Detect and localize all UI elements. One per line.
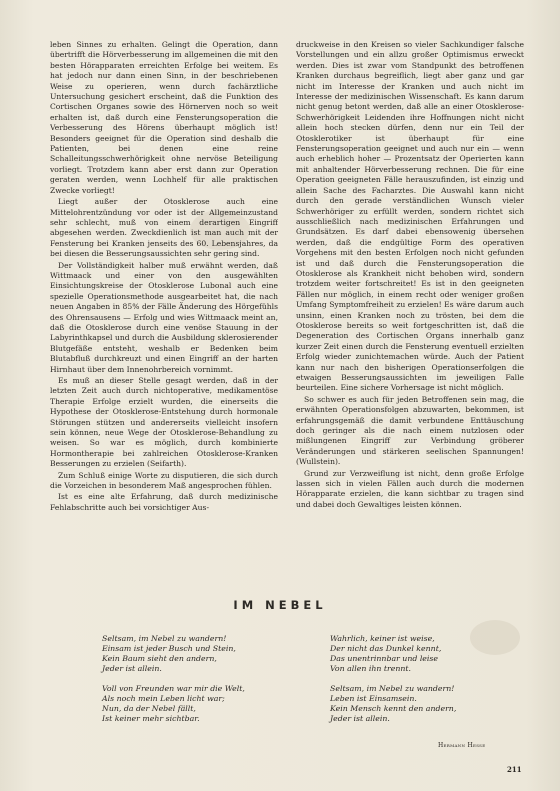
poem-line: Voll von Freunden war mir die Welt,: [102, 684, 245, 693]
poem-line: Nun, da der Nebel fällt,: [102, 704, 196, 713]
paragraph: Liegt außer der Otosklerose auch eine Mittelohrentzündung vor oder ist der Allgemeinzustand sehr schlecht, muß von einem derartigen Eingriff abgesehen werden. Zweckdienlich ist man auch mit der Fensterung bei Kranken jenseits des 60. Lebensjahres, da bei diesen die Besserungsaussichten sehr gering sind.: [50, 197, 278, 259]
poem-line: Leben ist Einsamsein.: [330, 694, 417, 703]
poem-line: Seltsam, im Nebel zu wandern!: [102, 634, 227, 643]
article-columns: [50, 40, 524, 555]
poem-line: Jeder ist allein.: [102, 664, 162, 673]
poem-line: Kein Baum sieht den andern,: [102, 654, 217, 663]
paragraph: Ist es eine alte Erfahrung, daß durch medizinische Fehlabschritte auch bei vorsichtiger Aus-: [50, 492, 278, 512]
article-left-column: [50, 40, 278, 555]
poem-stanza: [330, 684, 560, 724]
poem-author: Hermann Hesse: [438, 742, 486, 749]
article-right-column: [296, 40, 524, 555]
poem-line: Als noch mein Leben licht war;: [102, 694, 225, 703]
paragraph: Es muß an dieser Stelle gesagt werden, daß in der letzten Zeit auch durch nichtoperative, medikamentöse Therapie Erfolge erzielt wurden, die einerseits die Hypothese der Otosklerose-Entstehung durch hormonale Störungen stützen und andererseits vielleicht insofern sein können, neue Wege der Otosklerose-Behandlung zu weisen. So war es möglich, durch kombinierte Hormontherapie bei zahlreichen Otosklerose-Kranken Besserungen zu erzielen (Seifarth).: [50, 376, 278, 469]
poem-line: Jeder ist allein.: [330, 714, 390, 723]
poem-line: Das unentrinnbar und leise: [330, 654, 439, 663]
poem-left-column: [102, 634, 332, 734]
poem-right-column: [330, 634, 560, 734]
poem-line: Kein Mensch kennt den andern,: [330, 704, 457, 713]
paragraph: druckweise in den Kreisen so vieler Sachkundiger falsche Vorstellungen und ein allzu großer Optimismus erweckt werden. Dies ist zwar vom Standpunkt des betroffenen Kranken durchaus begreiflich, liegt aber ganz und gar nicht im Interesse der Kranken und auch nicht im Interesse der medizinischen Wissenschaft. Es kann darum nicht genug betont werden, daß alle an einer Otosklerose-Schwerhörigkeit Leidenden ihre Hoffnungen nicht nicht allein hoch stecken dürfen, denn nur ein Teil der Otosklerotiker ist überhaupt für eine Fensterungsoperation geeignet und auch nur ein — wenn auch erheblich hoher — Prozentsatz der Operierten kann mit anhaltender Hörverbesserung rechnen. Die für eine Operation geeigneten Fälle herauszufinden, ist einzig und allein Sache des Facharztes. Die Auswahl kann nicht durch den gerade verständlichen Wunsch vieler Schwerhöriger zu erfüllt werden, sondern richtet sich ausschließlich nach medizinischen Erfahrungen und Grundsätzen. Es darf dabei ebensowenig übersehen werden, daß die endgültige Form des operativen Vorgehens mit den besten Erfolgen noch nicht gefunden ist und daß durch die Fensterungsoperation die Otosklerose als Krankheit nicht behoben wird, sondern trotzdem weiter fortschreitet! Es ist in den geeigneten Fällen nur möglich, in einem recht oder weniger großen Umfang Symptomfreiheit zu erzielen! Es wäre darum auch unsinn, einen Kranken noch zu trösten, bei dem die Otosklerose bereits so weit fortgeschritten ist, daß die Degeneration des Cortischen Organs innerhalb ganz kurzer Zeit einen durch die Fensterung eventuell erzielten Erfolg wieder zunichtemachen würde. Auch der Patient kann nur nach den bisherigen Operationserfolgen die etwaigen Besserungsaussichten im jeweiligen Falle beurteilen. Eine sichere Vorhersage ist nicht möglich.: [296, 40, 524, 393]
poem-line: Seltsam, im Nebel zu wandern!: [330, 684, 455, 693]
poem-stanza: [102, 684, 332, 724]
paragraph: Zum Schluß einige Worte zu disputieren, die sich durch die Vorzeichen in besonderem Maß angesprochen fühlen.: [50, 470, 278, 491]
poem-title: IM NEBEL: [233, 598, 327, 612]
poem-line: Von allen ihn trennt.: [330, 664, 412, 673]
poem-line: Einsam ist jeder Busch und Stein,: [102, 644, 236, 653]
paragraph: leben Sinnes zu erhalten. Gelingt die Operation, dann übertrifft die Hörverbesserung im allgemeinen die mit den besten Hörapparaten erreichten Erfolge bei weitem. Es hat jedoch nur dann einen Sinn, in der beschriebenen Weise zu operieren, wenn durch fachärztliche Untersuchung gesichert erscheint, daß die Funktion des Cortischen Organes sowie des Hörnerven noch so weit erhalten ist, daß durch eine Fensterungsoperation die Verbesserung des Hörens überhaupt möglich ist! Besonders geeignet für die Operation sind deshalb die Patienten, bei denen eine reine Schalleitungsschwerhörigkeit ohne nervöse Beteiligung vorliegt. Trotzdem kann aber erst dann zur Operation geraten werden, wenn Lochhelf für alle praktischen Zwecke vorliegt!: [50, 40, 278, 195]
poem-stanza: [330, 634, 560, 674]
poem-line: Der nicht das Dunkel kennt,: [330, 644, 442, 653]
poem-stanza: [102, 634, 332, 674]
page-number: 211: [507, 765, 522, 774]
poem-line: Wahrlich, keiner ist weise,: [330, 634, 435, 643]
poem-line: Ist keiner mehr sichtbar.: [102, 714, 200, 723]
paragraph: Grund zur Verzweiflung ist nicht, denn große Erfolge lassen sich in vielen Fällen auch durch die modernen Hörapparate erzielen, die kann sichtbar zu tragen sind und dabei doch Gewaltiges leisten können.: [296, 468, 524, 509]
paragraph: So schwer es auch für jeden Betroffenen sein mag, die erwähnten Operationsfolgen abzuwarten, bekommen, ist erfahrungsgemäß die damit verbundene Enttäuschung doch geringer als die nach einem nutzlosen oder mißlungenen Eingriff zur Verbindung gröberer Veränderungen und stärkeren seelischen Spannungen! (Wullstein).: [296, 394, 524, 467]
paragraph: Der Vollständigkeit halber muß erwähnt werden, daß Wittmaack und einer von den ausgewählten Einsichtungskreise der Otosklerose Lubonal auch eine spezielle Operationsmethode ausgearbeitet hat, die nach neuen Angaben in 85% der Fälle Änderung des Hörgefühls des Ohrensausens — Erfolg und wies Wittmaack meint an, daß die Otosklerose durch eine venöse Stauung in der Labyrinthkapsel und durch die Ausbildung sklerosierender Blutgefäße entsteht, weshalb er Bedenken beim Blutabfluß durchkreuzt und einen Eingriff an der harten Hirnhaut über dem Innenohrbereich vornimmt.: [50, 260, 278, 374]
